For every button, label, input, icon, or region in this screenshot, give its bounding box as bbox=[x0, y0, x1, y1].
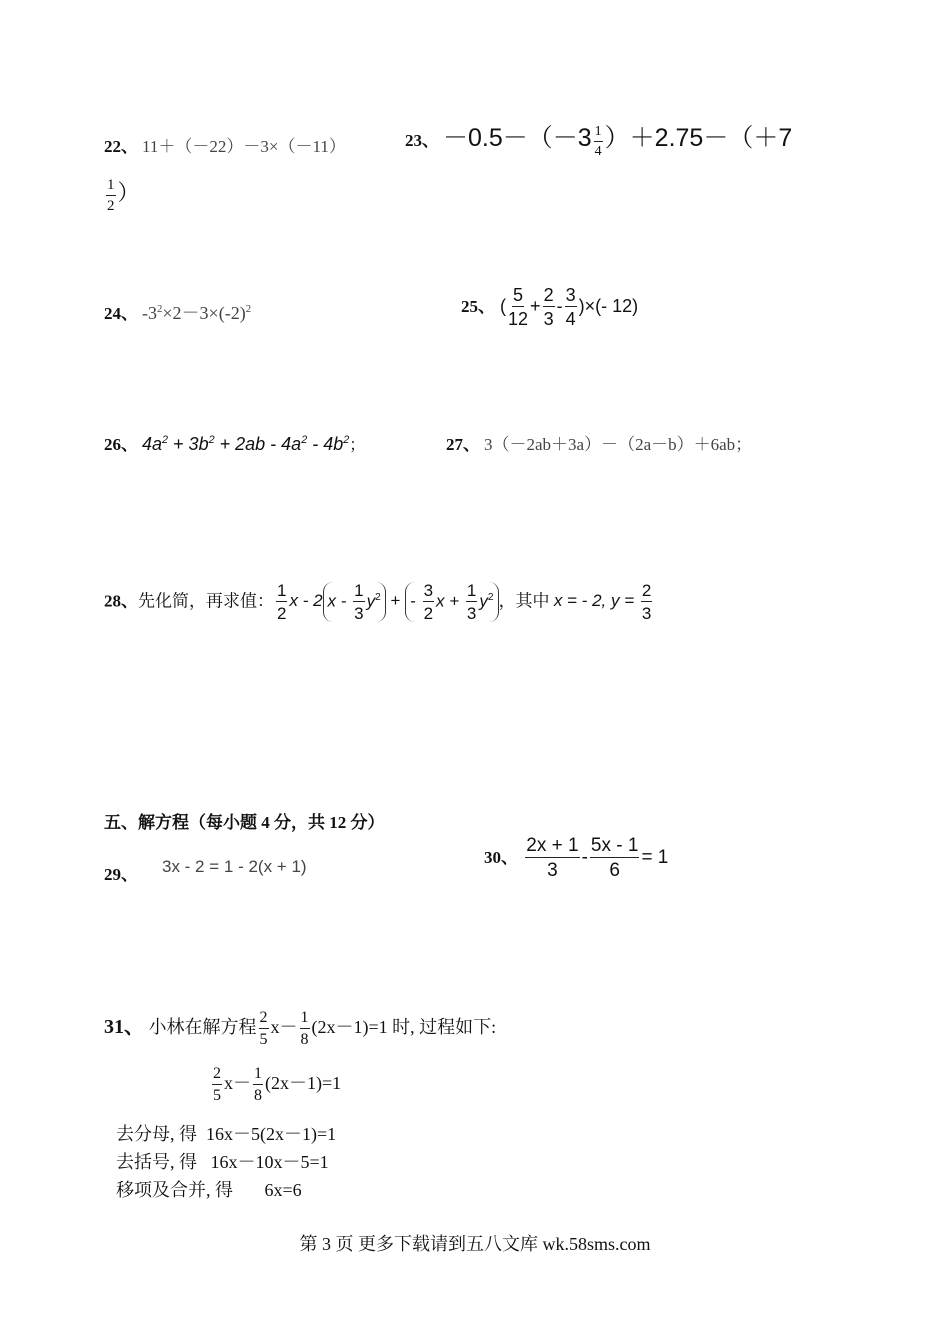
problem-number: 22、 bbox=[104, 137, 138, 156]
step-expression: 16x－10x－5=1 bbox=[210, 1152, 329, 1172]
fraction bbox=[106, 178, 116, 214]
step-label: 移项及合并, 得 bbox=[116, 1180, 233, 1200]
condition: x = - 2, y = bbox=[553, 591, 639, 611]
step-expression: 6x=6 bbox=[264, 1180, 302, 1200]
problem-number: 27、 bbox=[446, 435, 480, 454]
problem-number: 28、 bbox=[104, 591, 138, 611]
numerator: 3 bbox=[423, 581, 434, 600]
fraction bbox=[353, 582, 364, 622]
term: x－ bbox=[224, 1073, 251, 1094]
fraction-1 bbox=[508, 286, 528, 328]
exponent: 2 bbox=[157, 303, 163, 315]
denominator: 2 bbox=[277, 604, 287, 623]
fraction bbox=[259, 1010, 269, 1048]
problem-22 bbox=[104, 132, 346, 157]
numerator: 2 bbox=[641, 581, 652, 600]
paren-group-2 bbox=[405, 582, 498, 622]
denominator: 2 bbox=[423, 604, 434, 623]
fraction bbox=[594, 125, 603, 159]
step-3 bbox=[116, 1176, 302, 1202]
denominator: 3 bbox=[547, 860, 558, 881]
numerator: 1 bbox=[106, 178, 116, 196]
denominator: 3 bbox=[543, 309, 554, 329]
expr-tail: )×(- 12) bbox=[578, 295, 639, 316]
numerator: 1 bbox=[300, 1010, 310, 1029]
problem-number: 29、 bbox=[104, 865, 138, 884]
denominator: 8 bbox=[300, 1031, 309, 1048]
fraction bbox=[466, 582, 477, 622]
denominator: 3 bbox=[641, 604, 652, 623]
problem-24 bbox=[104, 299, 251, 325]
fraction-2 bbox=[590, 836, 640, 880]
step-2 bbox=[116, 1148, 329, 1174]
problem-number: 25、 bbox=[461, 296, 495, 316]
problem-number: 31、 bbox=[104, 1016, 144, 1039]
term: + 2ab - 4a bbox=[214, 434, 302, 454]
close-paren: ） bbox=[117, 180, 140, 205]
term: (2x－1)=1 bbox=[265, 1073, 342, 1094]
denominator: 6 bbox=[609, 860, 620, 881]
problem-25 bbox=[461, 286, 638, 328]
where-text: ，其中 bbox=[498, 591, 550, 611]
problem-30 bbox=[484, 836, 668, 880]
fraction-1 bbox=[525, 836, 579, 880]
expression: 3（－2ab＋3a）－（2a－b）＋6ab； bbox=[484, 435, 753, 454]
exponent: 2 bbox=[343, 434, 350, 446]
denominator: 4 bbox=[594, 144, 602, 160]
numerator: 5x - 1 bbox=[590, 835, 639, 856]
open-paren: ( bbox=[500, 295, 507, 316]
numerator: 2 bbox=[543, 285, 554, 305]
exponent: 2 bbox=[301, 434, 308, 446]
denominator: 5 bbox=[259, 1031, 268, 1048]
problem-text: (2x－1)=1 时, 过程如下: bbox=[311, 1017, 497, 1038]
exponent: 2 bbox=[245, 303, 252, 315]
equals: = 1 bbox=[641, 847, 669, 869]
numerator: 1 bbox=[277, 581, 287, 600]
numerator: 2x + 1 bbox=[526, 835, 579, 856]
fraction-3 bbox=[565, 286, 577, 328]
exponent: 2 bbox=[487, 591, 494, 603]
fraction bbox=[276, 582, 287, 622]
section-title: 五、解方程（每小题 4 分，共 12 分） bbox=[104, 813, 385, 832]
problem-29 bbox=[104, 852, 307, 884]
numerator: 5 bbox=[513, 285, 524, 305]
term: y bbox=[366, 591, 376, 611]
step-expression: 16x－5(2x－1)=1 bbox=[206, 1124, 337, 1144]
denominator: 4 bbox=[565, 309, 576, 329]
fraction bbox=[423, 582, 434, 622]
fraction bbox=[300, 1010, 310, 1048]
fraction bbox=[212, 1066, 222, 1104]
fraction bbox=[253, 1066, 263, 1104]
term: x - bbox=[327, 591, 352, 611]
term: 4a bbox=[142, 434, 163, 454]
term: - bbox=[410, 591, 421, 611]
paren-group-1 bbox=[323, 582, 386, 622]
term: x－ bbox=[270, 1017, 298, 1038]
problem-text: 小林在解方程 bbox=[148, 1017, 257, 1038]
expression: 3x - 2 = 1 - 2(x + 1) bbox=[162, 857, 307, 876]
problem-28 bbox=[104, 582, 654, 622]
numerator: 1 bbox=[466, 581, 477, 600]
expression-part-b: ）＋2.75－（＋7 bbox=[604, 124, 793, 152]
denominator: 8 bbox=[254, 1087, 262, 1104]
semicolon: ； bbox=[349, 437, 366, 454]
problem-26 bbox=[104, 430, 365, 455]
fraction-2 bbox=[543, 286, 555, 328]
numerator: 2 bbox=[259, 1010, 269, 1029]
problem-number: 30、 bbox=[484, 848, 518, 868]
problem-number: 23、 bbox=[405, 131, 439, 150]
expr-b: ×2－3×(-2) bbox=[162, 303, 246, 323]
denominator: 3 bbox=[354, 604, 364, 623]
term: x - 2 bbox=[289, 591, 323, 611]
denominator: 2 bbox=[107, 198, 115, 215]
denominator: 3 bbox=[466, 604, 477, 623]
numerator: 1 bbox=[253, 1066, 263, 1085]
operator: - bbox=[581, 847, 588, 869]
step-label: 去分母, 得 bbox=[116, 1124, 197, 1144]
instruction: 先化简，再求值： bbox=[138, 591, 274, 611]
operator: - bbox=[556, 295, 563, 316]
term: y bbox=[479, 591, 488, 611]
operator: + bbox=[530, 295, 541, 316]
problem-31 bbox=[104, 1010, 496, 1048]
problem-number: 26、 bbox=[104, 435, 138, 454]
step-1 bbox=[116, 1120, 336, 1146]
equation-line bbox=[210, 1066, 341, 1104]
problem-23-continued bbox=[104, 176, 140, 214]
denominator: 12 bbox=[508, 309, 529, 329]
expression-part-a: －0.5－（－3 bbox=[443, 124, 592, 152]
problem-number: 24、 bbox=[104, 304, 138, 323]
problem-23 bbox=[405, 118, 792, 159]
problem-27 bbox=[446, 430, 752, 455]
numerator: 2 bbox=[212, 1066, 222, 1085]
fraction bbox=[641, 582, 652, 622]
page-footer: 第 3 页 更多下载请到五八文库 wk.58sms.com bbox=[299, 1234, 651, 1254]
operator: + bbox=[390, 591, 401, 611]
numerator: 1 bbox=[594, 125, 603, 142]
step-label: 去括号, 得 bbox=[116, 1152, 197, 1172]
exponent: 2 bbox=[208, 434, 215, 446]
expr-a: -3 bbox=[142, 303, 157, 323]
numerator: 1 bbox=[354, 581, 364, 600]
exponent: 2 bbox=[375, 591, 381, 603]
denominator: 5 bbox=[213, 1087, 221, 1104]
term: - 4b bbox=[307, 434, 344, 454]
term: + 3b bbox=[168, 434, 209, 454]
exponent: 2 bbox=[162, 434, 169, 446]
expression: 11＋（－22）－3×（－11） bbox=[142, 137, 346, 156]
numerator: 3 bbox=[565, 285, 576, 305]
term: x + bbox=[436, 591, 464, 611]
